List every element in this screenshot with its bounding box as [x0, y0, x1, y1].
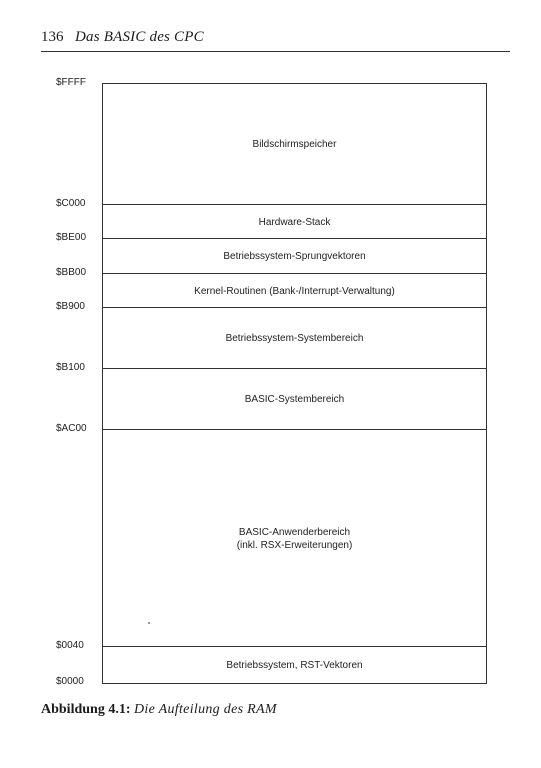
- address-label-b900: $B900: [56, 301, 85, 312]
- caption-text: Die Aufteilung des RAM: [133, 702, 277, 717]
- region-sublabel: (inkl. RSX-Erweiterungen): [236, 539, 353, 551]
- region-label: BASIC-Anwenderbereich: [238, 526, 351, 538]
- caption-label: Abbildung 4.1:: [41, 702, 131, 717]
- memory-map-box: [102, 83, 487, 684]
- address-label-b100: $B100: [56, 362, 85, 373]
- page-number: 136: [41, 29, 64, 45]
- address-label-c000: $C000: [56, 198, 86, 209]
- region-label: Kernel-Routinen (Bank-/Interrupt-Verwaltung): [194, 285, 395, 297]
- address-label-ffff: $FFFF: [56, 77, 86, 88]
- address-label-be00: $BE00: [56, 232, 87, 243]
- region-os-jump-vectors: [103, 239, 486, 274]
- region-label: Betriebssystem, RST-Vektoren: [226, 659, 363, 671]
- print-speck: [148, 622, 150, 624]
- region-label: BASIC-Systembereich: [244, 394, 345, 405]
- figure-caption: [41, 702, 277, 718]
- running-title: Das BASIC des CPC: [75, 29, 204, 45]
- region-label: Betriebssystem-Sprungvektoren: [223, 251, 366, 262]
- region-label: Hardware-Stack: [258, 216, 331, 228]
- address-label-0000: $0000: [56, 676, 84, 687]
- address-label-bb00: $BB00: [56, 267, 87, 278]
- region-os-rst-vectors: [103, 647, 486, 683]
- region-os-system-area: [103, 308, 486, 369]
- region-kernel-routines: [103, 274, 486, 308]
- region-basic-user-area: [103, 430, 486, 647]
- region-basic-system-area: [103, 369, 486, 430]
- address-label-0040: $0040: [56, 640, 84, 651]
- region-screen-memory: [103, 84, 486, 205]
- region-label: Betriebssystem-Systembereich: [225, 333, 364, 344]
- region-hardware-stack: [103, 205, 486, 239]
- address-label-ac00: $AC00: [56, 423, 87, 434]
- header-rule: [41, 51, 510, 52]
- region-label: Bildschirmspeicher: [252, 139, 337, 150]
